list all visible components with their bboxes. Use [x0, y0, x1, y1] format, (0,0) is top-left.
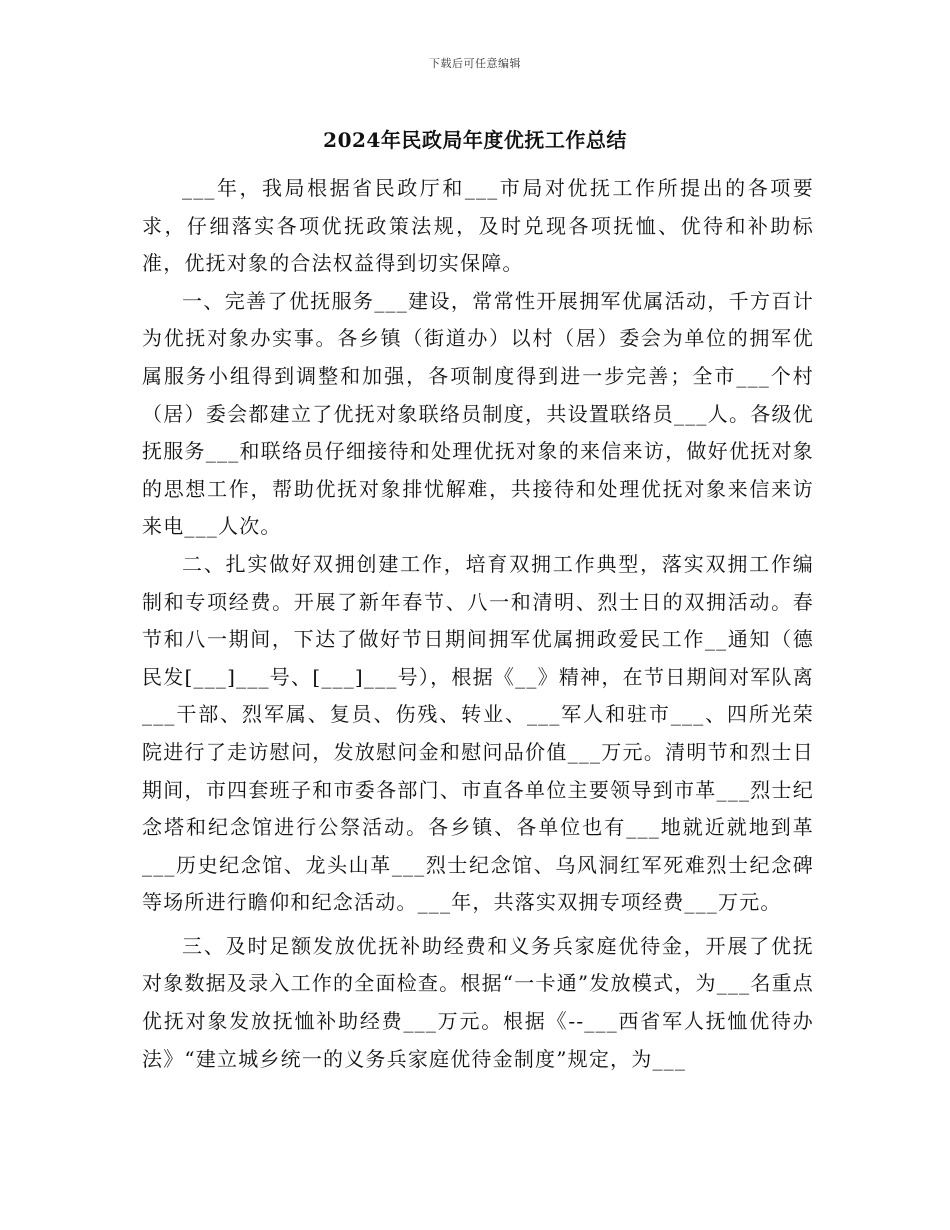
paragraph-intro: ___年，我局根据省民政厅和___市局对优抚工作所提出的各项要求，仔细落实各项优抚政策法规，及时兑现各项抚恤、优待和补助标准，优抚对象的合法权益得到切实保障。: [142, 176, 814, 276]
paragraph-section-3: 三、及时足额发放优抚补助经费和义务兵家庭优待金，开展了优抚对象数据及录入工作的全面检查。根据“一卡通”发放模式，为___名重点优抚对象发放抚恤补助经费___万元。根据《--___西省军人抚恤优待办法》“建立城乡统一的义务兵家庭优待金制度”规定，为___: [142, 933, 814, 1071]
paragraph-section-2: 二、扎实做好双拥创建工作，培育双拥工作典型，落实双拥工作编制和专项经费。开展了新年春节、八一和清明、烈士日的双拥活动。春节和八一期间，下达了做好节日期间拥军优属拥政爱民工作__通知（德民发[___]___号、[___]___号），根据《__》精神，在节日期间对军队离___干部、烈军属、复员、伤残、转业、___军人和驻市___、四所光荣院进行了走访慰问，发放慰问金和慰问品价值___万元。清明节和烈士日期间，市四套班子和市委各部门、市直各单位主要领导到市革___烈士纪念塔和纪念馆进行公祭活动。各乡镇、各单位也有___地就近就地到革___历史纪念馆、龙头山革___烈士纪念馆、乌风洞红军死难烈士纪念碑等场所进行瞻仰和纪念活动。___年，共落实双拥专项经费___万元。: [142, 551, 814, 915]
header-note: 下载后可任意编辑: [429, 57, 521, 70]
paragraph-section-1: 一、完善了优抚服务___建设，常常性开展拥军优属活动，千方百计为优抚对象办实事。各乡镇（街道办）以村（居）委会为单位的拥军优属服务小组得到调整和加强，各项制度得到进一步完善；全市___个村（居）委会都建立了优抚对象联络员制度，共设置联络员___人。各级优抚服务___和联络员仔细接待和处理优抚对象的来信来访，做好优抚对象的思想工作，帮助优抚对象排忧解难，共接待和处理优抚对象来信来访来电___人次。: [142, 288, 814, 539]
document-title: 2024年民政局年度优抚工作总结: [323, 128, 627, 152]
document-body: [142, 170, 814, 1078]
